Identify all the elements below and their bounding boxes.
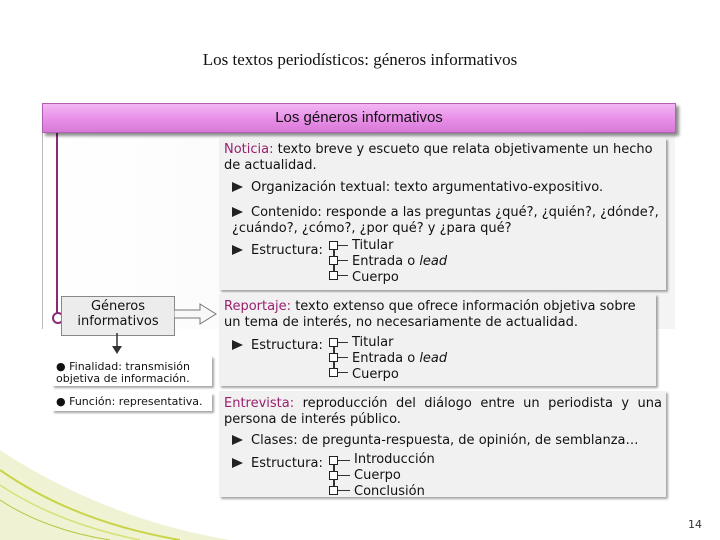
- connector-line: [56, 131, 58, 313]
- estructura-item: Titular: [352, 238, 394, 253]
- entrevista-def-text: reproducción del diálogo entre un periodista y una persona de interés público.: [224, 396, 662, 427]
- estructura-item: Introducción: [354, 452, 435, 467]
- arrow-right-icon: [174, 303, 218, 325]
- noticia-estructura-items: [352, 238, 447, 286]
- tree-node: [329, 338, 338, 347]
- pointer-bullet-icon: [232, 207, 243, 217]
- generos-label-1: Géneros: [90, 299, 146, 314]
- noticia-contenido-text: Contenido: responde a las preguntas ¿qué?, ¿quién?, ¿dónde?, ¿cuándo?, ¿cómo?, ¿por qué? y ¿para qué?: [232, 205, 659, 236]
- estructura-item: Entrada o lead: [352, 351, 448, 366]
- bullet-dot-icon: ●: [56, 395, 66, 408]
- reportaje-estructura-label: Estructura:: [251, 338, 323, 353]
- noticia-org-text: Organización textual: texto argumentativo-expositivo.: [251, 180, 604, 195]
- entrevista-definition: [224, 396, 662, 428]
- estructura-item: Cuerpo: [352, 367, 399, 382]
- tree-branch: [338, 260, 348, 261]
- reportaje-estructura-items: [352, 335, 447, 383]
- decorative-swoosh: [0, 430, 720, 540]
- entrevista-term: Entrevista:: [224, 396, 295, 411]
- tree-branch: [338, 245, 348, 246]
- tree-node: [329, 368, 338, 377]
- tree-branch: [338, 357, 348, 358]
- tree-node: [329, 353, 338, 362]
- noticia-term: Noticia:: [224, 142, 274, 157]
- reportaje-term: Reportaje:: [224, 299, 292, 314]
- estructura-item: Entrada o lead: [352, 254, 448, 269]
- noticia-contenido: [232, 205, 666, 237]
- tree-branch: [338, 342, 348, 343]
- noticia-estructura-label: Estructura:: [251, 243, 323, 258]
- tree-node: [329, 256, 338, 265]
- banner-title: Los géneros informativos: [275, 109, 443, 126]
- tree-node: [329, 271, 338, 280]
- arrow-down-icon: [110, 333, 124, 355]
- tree-branch: [338, 372, 348, 373]
- page-number: 14: [688, 518, 702, 531]
- finalidad-text: Finalidad: transmisión objetiva de información.: [56, 360, 190, 385]
- lead-word: lead: [419, 254, 448, 269]
- bullet-dot-icon: ●: [56, 360, 66, 373]
- noticia-estructura: [232, 243, 323, 259]
- tree-node: [329, 241, 338, 250]
- entrevista-clases-text: Clases: de pregunta-respuesta, de opinión, de semblanza…: [251, 433, 639, 448]
- tree-branch: [338, 275, 348, 276]
- finalidad-box: [52, 356, 212, 386]
- noticia-org: [232, 180, 662, 196]
- entrevista-estructura-label: Estructura:: [251, 456, 323, 471]
- pointer-bullet-icon: [232, 245, 243, 255]
- pointer-bullet-icon: [232, 182, 243, 192]
- reportaje-def-text: texto extenso que ofrece información objetiva sobre un tema de interés, no necesariamente de actualidad.: [224, 299, 636, 330]
- pointer-bullet-icon: [232, 340, 243, 350]
- estructura-item: Cuerpo: [354, 468, 401, 483]
- noticia-definition: [224, 142, 664, 174]
- funcion-text: Función: representativa.: [69, 395, 203, 408]
- lead-word: lead: [419, 351, 448, 366]
- estructura-item: Conclusión: [354, 484, 425, 499]
- slide-title: Los textos periodísticos: géneros informativos: [202, 50, 518, 69]
- generos-box: [61, 296, 175, 336]
- estructura-item: Cuerpo: [352, 270, 399, 285]
- estructura-item: Titular: [352, 335, 394, 350]
- reportaje-estructura: [232, 338, 323, 354]
- section-banner: [42, 103, 676, 133]
- reportaje-definition: [224, 299, 652, 331]
- funcion-box: [52, 393, 212, 411]
- generos-label-2: informativos: [77, 314, 159, 329]
- noticia-def-text: texto breve y escueto que relata objetivamente un hecho de actualidad.: [224, 142, 653, 173]
